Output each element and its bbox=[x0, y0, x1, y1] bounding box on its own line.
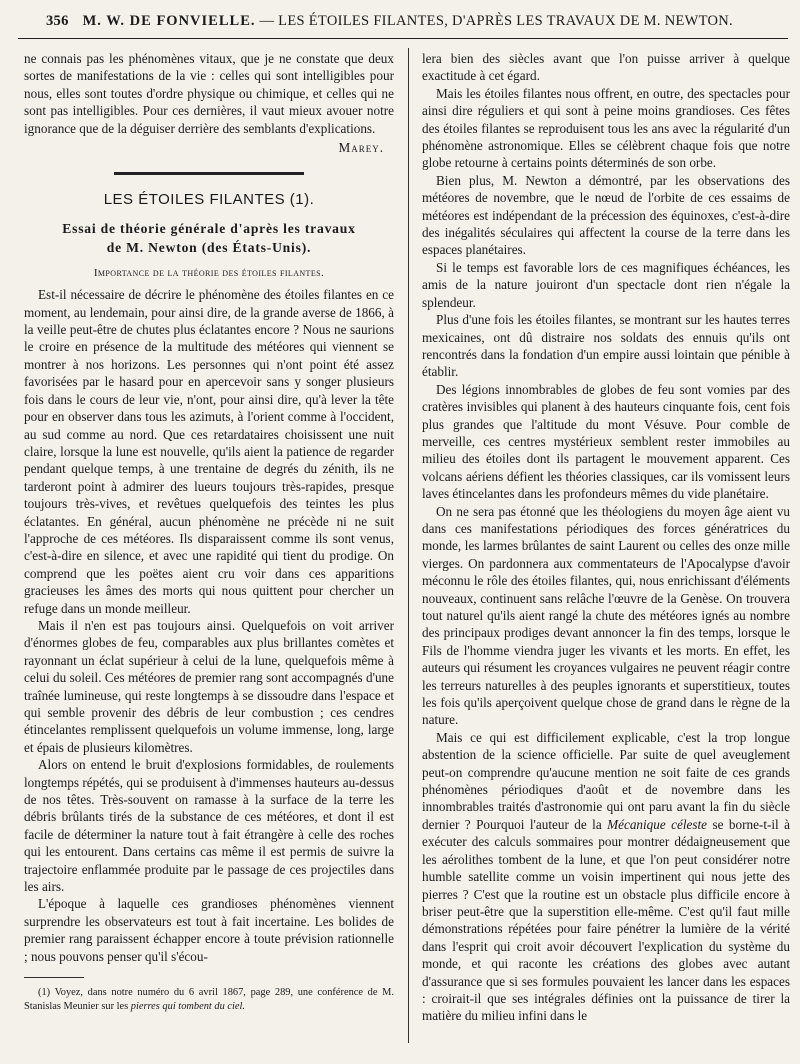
footnote-text: (1) Voyez, dans notre numéro du 6 avril 1867, page 289, une conférence de M. Stanislas Meunier sur les bbox=[24, 987, 394, 1012]
running-head bbox=[46, 13, 786, 30]
article-subtitle-line-1: Essai de théorie générale d'après les travaux bbox=[62, 220, 356, 236]
footnote-rule bbox=[24, 977, 84, 978]
paragraph: Bien plus, M. Newton a démontré, par les observations des météores de novembre, que le nœud de l'orbite de ces essaims de météores est indépendant de la précession des équinoxes, c'est-à-dire des inégalités séculaires qui affectent la course de la terre dans les espaces planétaires. bbox=[422, 172, 790, 258]
left-column bbox=[24, 50, 394, 1013]
paragraph: Si le temps est favorable lors de ces magnifiques échéances, les amis de la nature jouiront d'un spectacle dont rien n'égale la splendeur. bbox=[422, 259, 790, 310]
paragraph: Mais les étoiles filantes nous offrent, en outre, des spectacles pour ainsi dire réguliers et qui sont à peine moins grandioses. Ces fêtes des étoiles filantes se reproduisent tous les ans avec la régularité d'un phénomène astronomique. Elles se célèbrent chaque fois que notre globe retourne à certains points déterminés de son orbe. bbox=[422, 85, 790, 171]
running-head-title: — LES ÉTOILES FILANTES, D'APRÈS LES TRAVAUX DE M. NEWTON. bbox=[259, 13, 733, 29]
paragraph: Plus d'une fois les étoiles filantes, se montrant sur les hautes terres mexicaines, ont dû distraire nos soldats des ennuis qu'ils ont rencontrés dans la fondation d'un empire aussi lointain que pénible à établir. bbox=[422, 312, 790, 380]
paragraph: lera bien des siècles avant que l'on puisse arriver à quelque exactitude à cet égard. bbox=[422, 51, 790, 84]
running-head-author: M. W. DE FONVIELLE. bbox=[82, 13, 256, 29]
signature: Marey. bbox=[338, 140, 384, 156]
header-rule bbox=[18, 38, 788, 39]
article-subtitle-line-2: de M. Newton (des États-Unis). bbox=[106, 239, 312, 255]
footnote-italic: pierres qui tombent du ciel. bbox=[130, 1000, 245, 1012]
paragraph: On ne sera pas étonné que les théologiens du moyen âge aient vu dans ces manifestations périodiques des forces génératrices du monde, les larmes brûlantes de saint Laurent ou celles des onze mille vierges. On pardonnera aux commentateurs de l'Apocalypse d'avoir méconnu le rôle des étoiles filantes, qui, nous enrichissant d'éléments nouveaux, continuent sans relâche l'œuvre de la Genèse. On trouvera tout naturel qu'ils aient rangé la chute des météores ignés au nombre des principaux prodiges devant annoncer la fin des temps, lorsque le Fils de l'homme viendra juger les vivants et les morts. En effet, les auteurs qui résument les croyances vulgaires ne peuvent réagir contre les terreurs naturelles à des peuples ignorants et superstitieux, toutes les fois qu'ils aperçoivent quelque chose de grand dans le règne de la nature. bbox=[422, 503, 790, 728]
paragraph-text: se borne-t-il à exécuter des calculs sommaires pour montrer dédaigneusement que les aérolithes tombent de la lune, et que l'on peut considérer notre humble satellite comme un voisin impertinent qui nous jette des pierres ? C'est que la routine est un obstacle plus difficile encore à briser peut-être que la superstition elle-même. C'est qu'il faut mille démonstrations répétées pour faire pénétrer la lumière de la vérité dans l'esprit qui croit avoir découvert l'explication du système du monde, et qui raconte les créations des globes avec autant d'assurance que si ses formules pouvaient les lancer dans les espaces : croirait-il que ses intégrales définies ont la puissance de tirer la matière du milieu infini dans le bbox=[422, 816, 790, 1024]
section-divider-rule bbox=[114, 172, 304, 175]
paragraph: Des légions innombrables de globes de feu sont vomies par des cratères invisibles qui planent à des hauteurs cinquante fois, cent fois plus grandes que l'altitude du mont Vésuve. Pour comble de merveille, ces centres mystérieux semblent rester immobiles au milieu des étoiles dont ils partagent le mouvement apparent. Ces volcans aériens défient les théories classiques, car ils vomissent leurs laves étincelantes dans les profondeurs mêmes du vide planétaire. bbox=[422, 381, 790, 502]
page-number: 356 bbox=[46, 13, 69, 29]
footnote bbox=[24, 986, 394, 1013]
article-subtitle bbox=[24, 219, 394, 257]
paragraph: Mais il n'en est pas toujours ainsi. Quelquefois on voit arriver d'énormes globes de feu, comparables aux plus brillantes comètes et rayonnant un éclat supérieur à celui de la lune, quelquefois même à celui du soleil. Ces météores de premier rang sont accompagnés d'une traînée lumineuse, qui reste longtemps à se dissoudre dans l'espace et qui semble provenir des débris de leur combustion ; ces cendres étincelantes remplissent quelquefois un volume immense, long, large et épais de plusieurs kilomètres. bbox=[24, 617, 394, 755]
paragraph bbox=[422, 729, 790, 1025]
paragraph: Est-il nécessaire de décrire le phénomène des étoiles filantes en ce moment, au lendemain, pour ainsi dire, de la grande averse de 1866, à la veille peut-être de chutes plus éclatantes encore ? Nous ne saurions le croire en présence de la multitude des météores qui viennent se montrer à nos horizons. Les personnes qui n'ont point été assez favorisées par le hasard pour en apercevoir sans y songer plusieurs fois dans le cours de leur vie, n'ont, pour ainsi dire, qu'à lever la tête pour en observer dans tous les azimuts, à l'orient comme à l'occident, au sud comme au nord. Que ces retardataires choisissent une nuit claire, lorsque la lune est nouvelle, qu'ils aient la patience de regarder pendant quelque temps, à une trentaine de degrés du zénith, ils ne tarderont point à admirer des lueurs toujours très-rapides, presque toujours très-vives, et revêtues quelquefois des teintes les plus éclatantes. En général, aucun phénomène ne précède ni ne suit l'approche de ces météores. Ils disparaissent comme ils sont venus, c'est-à-dire en silence, et avec une rapidité qui tient du prodige. On comprend que les poëtes aient cru voir dans ces apparitions gracieuses les âmes des morts qui nous quittent pour chercher un refuge dans un monde meilleur. bbox=[24, 287, 394, 616]
paragraph: Alors on entend le bruit d'explosions formidables, de roulements longtemps répétés, qui se produisent à d'immenses hauteurs au-dessus de nos têtes. Très-souvent on ramasse à la surface de la terre les débris brûlants tirés de la substance de ces météores, et dont il est facile de déterminer la nature tout à fait étrangère à celle des roches qui les entourent. Dans certains cas même il est permis de suivre la trajectoire enflammée produite par le passage de ces projectiles dans les airs. bbox=[24, 757, 394, 895]
article-title: LES ÉTOILES FILANTES (1). bbox=[103, 191, 315, 209]
column-divider bbox=[408, 48, 409, 1043]
section-heading: Importance de la théorie des étoiles filantes. bbox=[93, 266, 325, 279]
book-title-italic: Mécanique céleste bbox=[607, 816, 708, 832]
paragraph-text: Mais ce qui est difficilement explicable, c'est la trop longue abstention de la science officielle. Par suite de quel aveuglement peut-on comprendre qu'aucune mention ne soit faite de ces grands phénomènes périodiques d'août et de novembre dans les innombrables traités d'astronomie qui ont paru avant la fin du siècle dernier ? Pourquoi l'auteur de la bbox=[422, 729, 790, 832]
paragraph: L'époque à laquelle ces grandioses phénomènes viennent surprendre les observateurs est tout à fait incertaine. Les bolides de premier rang paraissent échapper encore à toute prévision rationnelle ; nous pouvons penser qu'il s'écou- bbox=[24, 896, 394, 964]
right-column bbox=[422, 50, 790, 1025]
intro-paragraph: ne connais pas les phénomènes vitaux, que je ne constate que deux sortes de manifestations de la vie : celles qui sont intelligibles pour nous, elles sont toutes d'ordre physique ou chimique, et celles qui ne sont pas intelligibles. Pour ces dernières, il vaut mieux avouer notre ignorance que de la déguiser derrière des semblants d'explications. bbox=[24, 51, 394, 136]
